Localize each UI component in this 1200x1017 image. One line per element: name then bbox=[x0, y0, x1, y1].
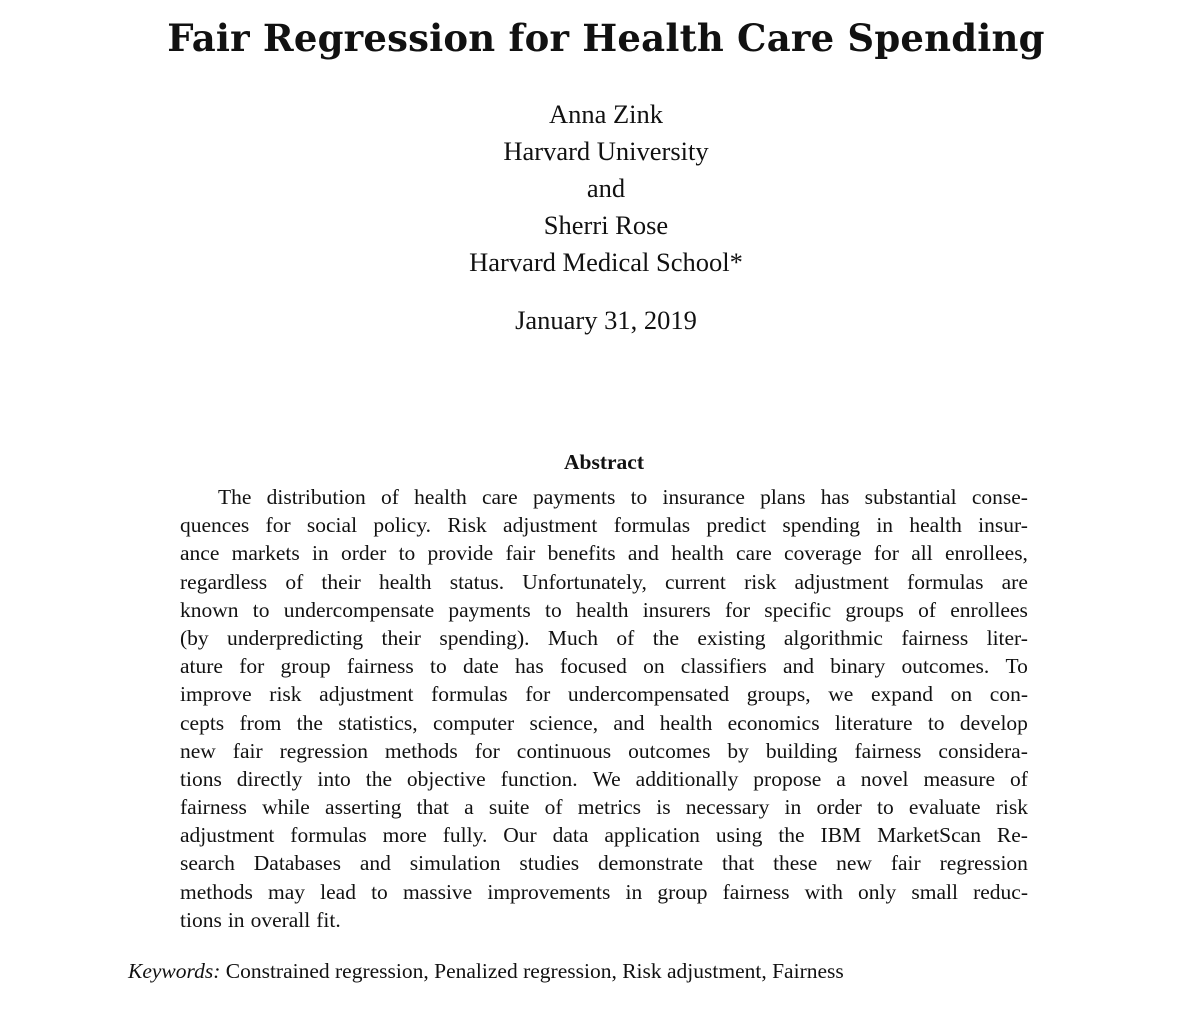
abstract-line: The distribution of health care payments to insurance plans has substantial conse- bbox=[218, 485, 1028, 509]
abstract-line: search Databases and simulation studies demonstrate that these new fair regression bbox=[180, 851, 1028, 876]
keywords-list: Constrained regression, Penalized regression, Risk adjustment, Fairness bbox=[225, 959, 844, 983]
keywords-label: Keywords: bbox=[128, 959, 221, 983]
abstract-line: tions directly into the objective function. We additionally propose a novel measure of bbox=[180, 766, 1028, 791]
author-separator: and bbox=[586, 173, 626, 203]
abstract-line: ature for group fairness to date has focused on classifiers and binary outcomes. To bbox=[180, 654, 1028, 679]
abstract-line: ance markets in order to provide fair benefits and health care coverage for all enrollees, bbox=[180, 541, 1028, 566]
abstract-line: cepts from the statistics, computer science, and health economics literature to develop bbox=[180, 710, 1028, 735]
abstract-line: methods may lead to massive improvements in group fairness with only small reduc- bbox=[180, 879, 1028, 904]
abstract-line: tions in overall fit. bbox=[180, 907, 341, 932]
abstract-line: known to undercompensate payments to health insurers for specific groups of enrollees bbox=[180, 597, 1028, 622]
abstract-line: quences for social policy. Risk adjustment formulas predict spending in health insur- bbox=[180, 513, 1028, 538]
paper-date: January 31, 2019 bbox=[515, 305, 697, 335]
abstract-heading: Abstract bbox=[563, 450, 644, 474]
paper-title: Fair Regression for Health Care Spending bbox=[167, 16, 1045, 60]
abstract-body bbox=[180, 483, 1028, 934]
author-block bbox=[0, 96, 1200, 281]
author-affiliation: Harvard Medical School* bbox=[469, 247, 743, 277]
abstract-line: fairness while asserting that a suite of metrics is necessary in order to evaluate risk bbox=[180, 795, 1028, 820]
author-name: Sherri Rose bbox=[543, 210, 669, 240]
abstract-line: new fair regression methods for continuous outcomes by building fairness considera- bbox=[180, 738, 1028, 763]
author-affiliation: Harvard University bbox=[503, 136, 709, 166]
abstract-line: (by underpredicting their spending). Much of the existing algorithmic fairness liter- bbox=[180, 625, 1028, 650]
author-name: Anna Zink bbox=[548, 99, 664, 129]
abstract-line: improve risk adjustment formulas for undercompensated groups, we expand on con- bbox=[180, 682, 1028, 707]
abstract-line: adjustment formulas more fully. Our data application using the IBM MarketScan Re- bbox=[180, 823, 1028, 848]
abstract-line: regardless of their health status. Unfortunately, current risk adjustment formulas are bbox=[180, 569, 1028, 594]
keywords-line bbox=[128, 956, 844, 986]
